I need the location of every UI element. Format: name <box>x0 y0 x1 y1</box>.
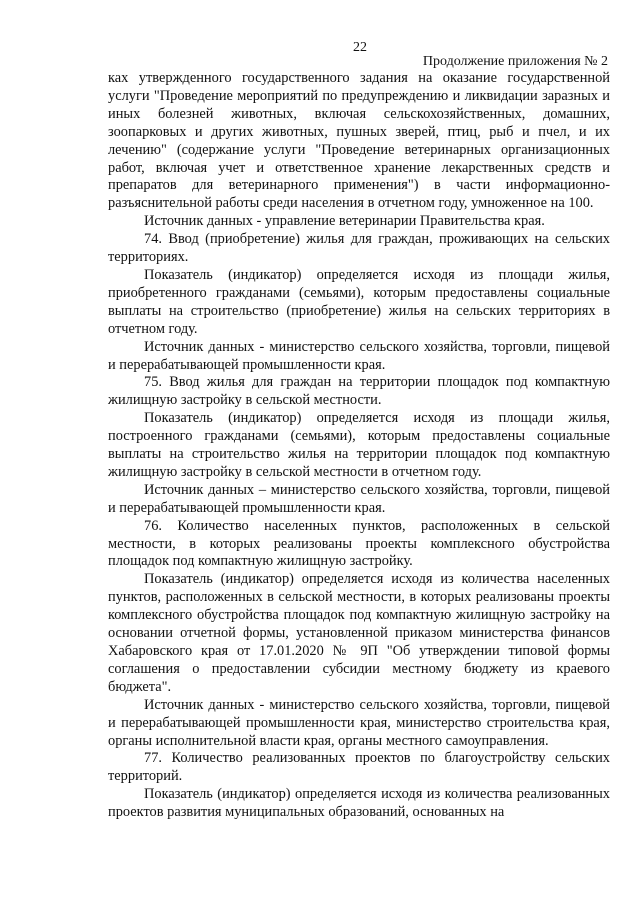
paragraph-item-74: 74. Ввод (приобретение) жилья для граждан, проживающих на сельских территориях. <box>108 231 610 266</box>
page-number: 22 <box>353 40 367 55</box>
paragraph-item-76: 76. Количество населенных пунктов, расположенных в сельской местности, в которых реализованы проекты комплексного обустройства площадок под компактную жилищную застройку. <box>108 517 610 570</box>
paragraph-item-77: 77. Количество реализованных проектов по благоустройству сельских территорий. <box>108 750 610 785</box>
paragraph-indicator-77: Показатель (индикатор) определяется исходя из количества реализованных проектов развития муниципальных образований, основанных на <box>108 786 610 821</box>
paragraph-source-76: Источник данных - министерство сельского хозяйства, торговли, пищевой и перерабатывающей промышленности края, министерство строительства края, органы исполнительной власти края, органы местного самоуправления. <box>108 696 610 749</box>
paragraph-source-74: Источник данных - министерство сельского хозяйства, торговли, пищевой и перерабатывающей промышленности края. <box>108 338 610 373</box>
document-body <box>108 70 610 822</box>
paragraph-item-75: 75. Ввод жилья для граждан на территории площадок под компактную жилищную застройку в сельской местности. <box>108 374 610 409</box>
paragraph-source-75: Источник данных – министерство сельского хозяйства, торговли, пищевой и перерабатывающей промышленности края. <box>108 481 610 516</box>
paragraph-indicator-74: Показатель (индикатор) определяется исходя из площади жилья, приобретенного гражданами (семьями), которым предоставлены социальные выплаты на строительство (приобретение) жилья на сельских территориях в отчетном году. <box>108 266 610 337</box>
paragraph-source-vet: Источник данных - управление ветеринарии Правительства края. <box>144 213 545 230</box>
appendix-continuation-note: Продолжение приложения № 2 <box>422 54 608 69</box>
paragraph-indicator-76: Показатель (индикатор) определяется исходя из количества населенных пунктов, расположенных в сельской местности, в которых реализованы проекты комплексного обустройства площадок под компактную жилищную застройку на основании отчетной формы, установленной приказом министерства финансов Хабаровского края от 17.01.2020 № 9П "Об утверждении типовой формы соглашения о предоставлении субсидии местному бюджету из краевого бюджета". <box>108 571 610 695</box>
paragraph-indicator-75: Показатель (индикатор) определяется исходя из площади жилья, построенного гражданами (семьями), которым предоставлены социальные выплаты на строительство жилья на территории площадок под компактную жилищную застройку в сельской местности в отчетном году. <box>108 410 610 480</box>
paragraph-continuation: ках утвержденного государственного задания на оказание государственной услуги "Проведение мероприятий по предупреждению и ликвидации заразных и иных болезней животных, включая сельскохозяйственных, домашних, зоопарковых и других животных, пушных зверей, птиц, рыб и пчел, и их лечению" (содержание услуги "Проведение ветеринарных организационных работ, включая учет и ответственное хранение лекарственных средств и препаратов для ветеринарного применения") в части информационно-разъяснительной работы среди населения в отчетном году, умноженное на 100. <box>108 70 610 212</box>
